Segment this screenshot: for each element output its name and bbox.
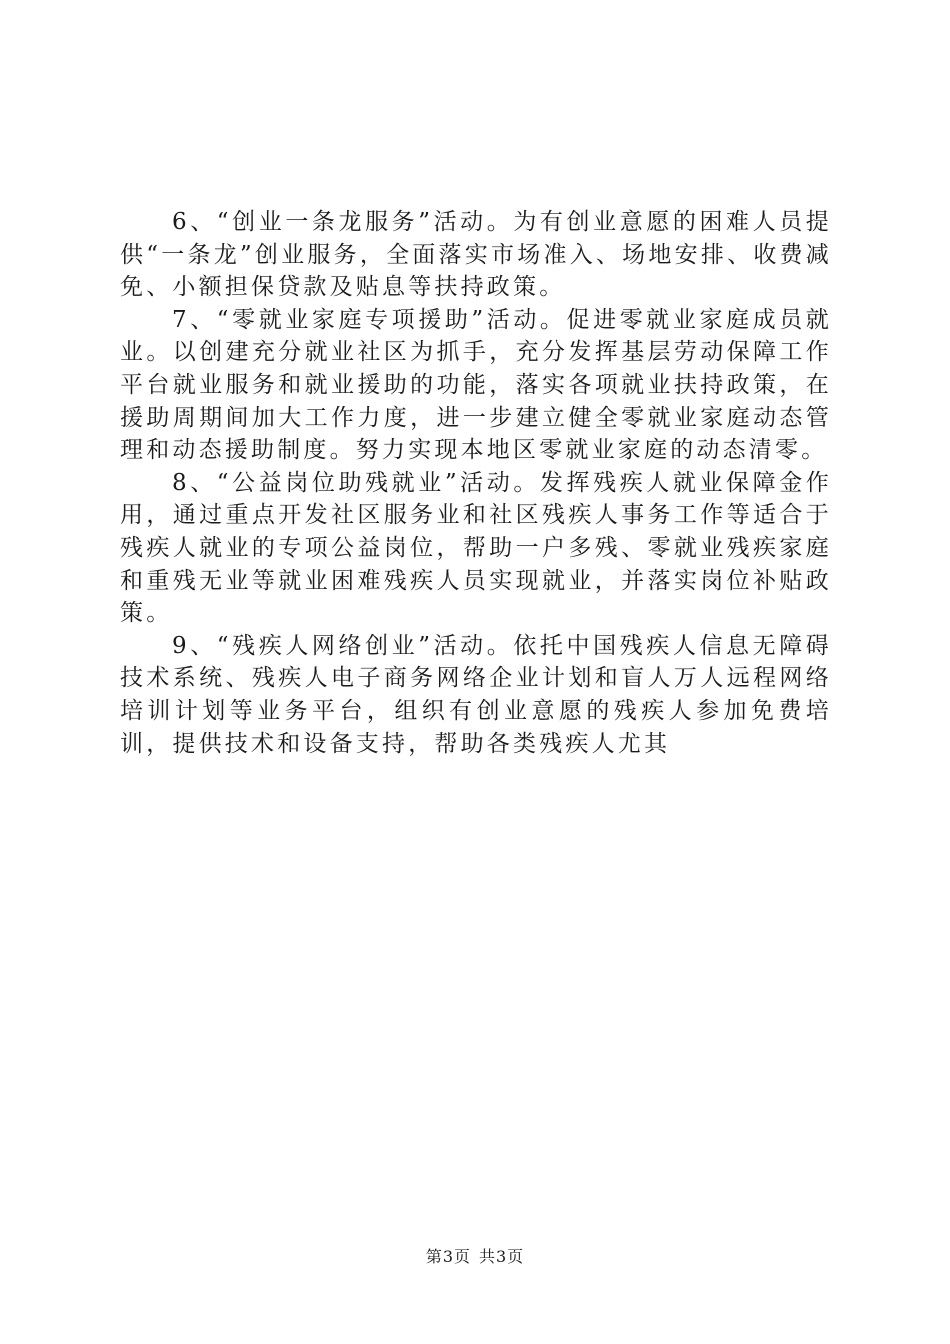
page-footer (0, 1244, 950, 1267)
page-number: 第3页 (425, 1247, 471, 1266)
paragraph-7: 7、“零就业家庭专项援助”活动。促进零就业家庭成员就业。以创建充分就业社区为抓手，充分发挥基层劳动保障工作平台就业服务和就业援助的功能，落实各项就业扶持政策，在援助周期间加大工作力度，进一步建立健全零就业家庭动态管理和动态援助制度。努力实现本地区零就业家庭的动态清零。 (120, 306, 832, 464)
document-body (120, 206, 832, 760)
paragraph-8: 8、“公益岗位助残就业”活动。发挥残疾人就业保障金作用，通过重点开发社区服务业和社区残疾人事务工作等适合于残疾人就业的专项公益岗位，帮助一户多残、零就业残疾家庭和重残无业等就业困难残疾人员实现就业，并落实岗位补贴政策。 (120, 469, 832, 627)
paragraph-6: 6、“创业一条龙服务”活动。为有创业意愿的困难人员提供“一条龙”创业服务，全面落实市场准入、场地安排、收费减免、小额担保贷款及贴息等扶持政策。 (120, 209, 832, 301)
paragraph-9: 9、“残疾人网络创业”活动。依托中国残疾人信息无障碍技术系统、残疾人电子商务网络企业计划和盲人万人远程网络培训计划等业务平台，组织有创业意愿的残疾人参加免费培训，提供技术和设备支持，帮助各类残疾人尤其 (120, 632, 832, 757)
page-total: 共3页 (479, 1247, 525, 1266)
